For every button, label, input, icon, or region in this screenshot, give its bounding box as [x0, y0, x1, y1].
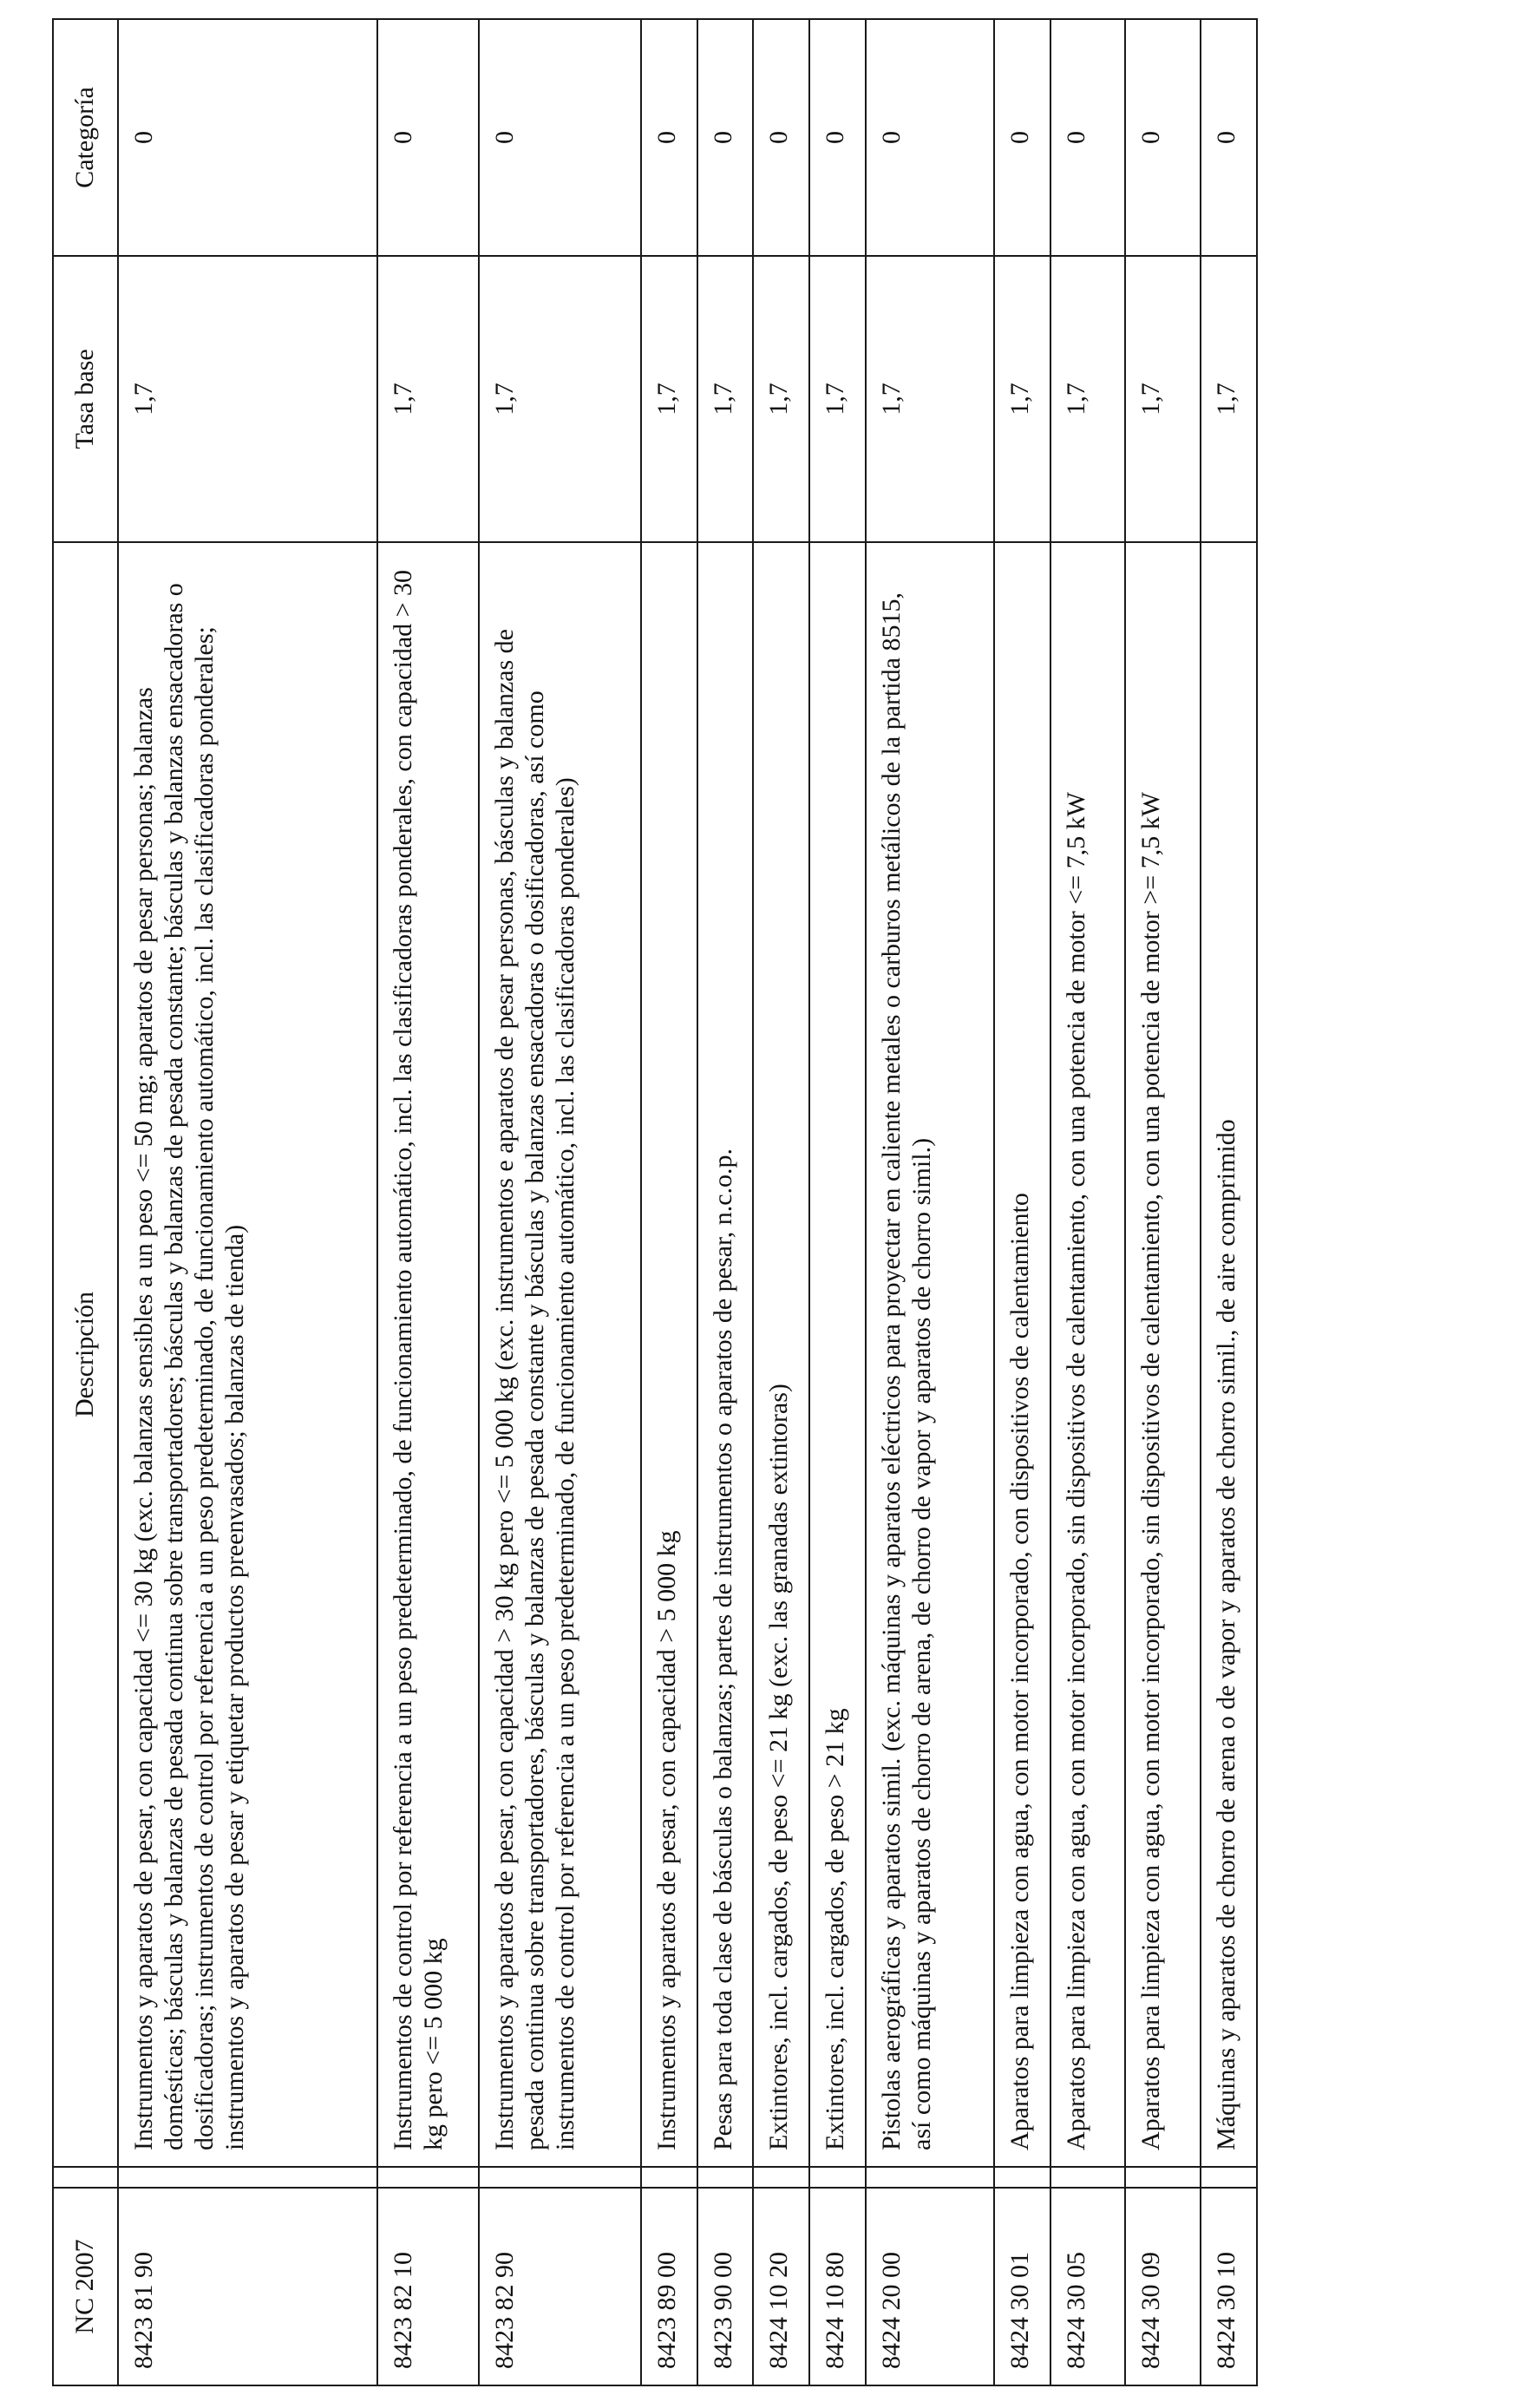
table-row: [1050, 19, 1126, 2385]
table-row: [1201, 19, 1257, 2385]
header-rate: Tasa base: [53, 256, 118, 542]
header-category: Categoría: [53, 19, 118, 256]
cell-description: Instrumentos y aparatos de pesar, con capacidad > 30 kg pero <= 5 000 kg (exc. instrumentos e aparatos de pesar personas, básculas y balanzas de pesada continua sobre transportadores, básculas y balanzas de pesada constante y básculas y balanzas ensacadoras o dosificadoras, así como instrumentos de control por referencia a un peso predeterminado, de funcionamiento automático, incl. las clasificadoras ponderales): [479, 542, 641, 2167]
cell-code: 8423 82 90: [479, 2188, 641, 2385]
table-row: [697, 19, 754, 2385]
cell-spacer: [118, 2167, 377, 2188]
header-code: NC 2007: [53, 2188, 118, 2385]
cell-rate: 1,7: [994, 256, 1050, 542]
cell-code: 8424 30 09: [1125, 2188, 1201, 2385]
cell-rate: 1,7: [753, 256, 809, 542]
cell-description: Instrumentos y aparatos de pesar, con capacidad > 5 000 kg: [641, 542, 697, 2167]
cell-category: 0: [753, 19, 809, 256]
cell-code: 8423 90 00: [697, 2188, 754, 2385]
cell-code: 8424 30 01: [994, 2188, 1050, 2385]
cell-category: 0: [479, 19, 641, 256]
cell-code: 8424 20 00: [866, 2188, 994, 2385]
cell-category: 0: [118, 19, 377, 256]
cell-spacer: [377, 2167, 479, 2188]
table-row: [866, 19, 994, 2385]
table-row: [377, 19, 479, 2385]
table-row: [809, 19, 866, 2385]
rotated-page: [52, 20, 1258, 2386]
header-row: [53, 19, 118, 2385]
header-description: Descripción: [53, 542, 118, 2167]
cell-category: 0: [641, 19, 697, 256]
cell-category: 0: [1125, 19, 1201, 256]
cell-spacer: [753, 2167, 809, 2188]
cell-spacer: [697, 2167, 754, 2188]
cell-code: 8424 10 20: [753, 2188, 809, 2385]
cell-description: Pistolas aerográficas y aparatos simil. (exc. máquinas y aparatos eléctricos para proyectar en caliente metales o carburos metálicos de la partida 8515, así como máquinas y aparatos de chorro de arena, de chorro de vapor y aparatos de chorro simil.): [866, 542, 994, 2167]
table-row: [118, 19, 377, 2385]
cell-code: 8424 30 10: [1201, 2188, 1257, 2385]
cell-rate: 1,7: [1201, 256, 1257, 542]
cell-category: 0: [809, 19, 866, 256]
tariff-table: [52, 18, 1258, 2386]
cell-spacer: [809, 2167, 866, 2188]
cell-rate: 1,7: [377, 256, 479, 542]
cell-spacer: [866, 2167, 994, 2188]
cell-code: 8424 10 80: [809, 2188, 866, 2385]
cell-category: 0: [1050, 19, 1126, 256]
cell-description: Aparatos para limpieza con agua, con motor incorporado, sin dispositivos de calentamiento, con una potencia de motor <= 7,5 kW: [1050, 542, 1126, 2167]
cell-rate: 1,7: [866, 256, 994, 542]
cell-category: 0: [1201, 19, 1257, 256]
cell-spacer: [1125, 2167, 1201, 2188]
cell-code: 8423 82 10: [377, 2188, 479, 2385]
cell-description: Aparatos para limpieza con agua, con motor incorporado, sin dispositivos de calentamiento, con una potencia de motor >= 7,5 kW: [1125, 542, 1201, 2167]
cell-description: Instrumentos y aparatos de pesar, con capacidad <= 30 kg (exc. balanzas sensibles a un peso <= 50 mg; aparatos de pesar personas; balanzas domésticas; básculas y balanzas de pesada continua sobre transportadores; básculas y balanzas de pesada constante; básculas y balanzas ensacadoras o dosificadoras; instrumentos de control por referencia a un peso predeterminado, de funcionamiento automático, incl. las clasificadoras ponderales; instrumentos y aparatos de pesar y etiquetar productos preenvasados; balanzas de tienda): [118, 542, 377, 2167]
cell-category: 0: [866, 19, 994, 256]
cell-code: 8424 30 05: [1050, 2188, 1126, 2385]
cell-description: Aparatos para limpieza con agua, con motor incorporado, con dispositivos de calentamiento: [994, 542, 1050, 2167]
table-row: [753, 19, 809, 2385]
cell-spacer: [994, 2167, 1050, 2188]
cell-spacer: [1050, 2167, 1126, 2188]
cell-spacer: [479, 2167, 641, 2188]
cell-rate: 1,7: [1125, 256, 1201, 542]
cell-category: 0: [994, 19, 1050, 256]
cell-description: Máquinas y aparatos de chorro de arena o de vapor y aparatos de chorro simil., de aire comprimido: [1201, 542, 1257, 2167]
table-row: [994, 19, 1050, 2385]
cell-rate: 1,7: [118, 256, 377, 542]
cell-rate: 1,7: [479, 256, 641, 542]
cell-spacer: [641, 2167, 697, 2188]
table-row: [479, 19, 641, 2385]
cell-code: 8423 81 90: [118, 2188, 377, 2385]
cell-rate: 1,7: [1050, 256, 1126, 542]
cell-category: 0: [697, 19, 754, 256]
cell-spacer: [1201, 2167, 1257, 2188]
cell-description: Extintores, incl. cargados, de peso > 21 kg: [809, 542, 866, 2167]
cell-description: Instrumentos de control por referencia a un peso predeterminado, de funcionamiento automático, incl. las clasificadoras ponderales, con capacidad > 30 kg pero <= 5 000 kg: [377, 542, 479, 2167]
cell-code: 8423 89 00: [641, 2188, 697, 2385]
cell-category: 0: [377, 19, 479, 256]
cell-description: Pesas para toda clase de básculas o balanzas; partes de instrumentos o aparatos de pesar, n.c.o.p.: [697, 542, 754, 2167]
cell-description: Extintores, incl. cargados, de peso <= 21 kg (exc. las granadas extintoras): [753, 542, 809, 2167]
cell-rate: 1,7: [697, 256, 754, 542]
table-row: [1125, 19, 1201, 2385]
cell-rate: 1,7: [641, 256, 697, 542]
header-spacer: [53, 2167, 118, 2188]
cell-rate: 1,7: [809, 256, 866, 542]
table-row: [641, 19, 697, 2385]
